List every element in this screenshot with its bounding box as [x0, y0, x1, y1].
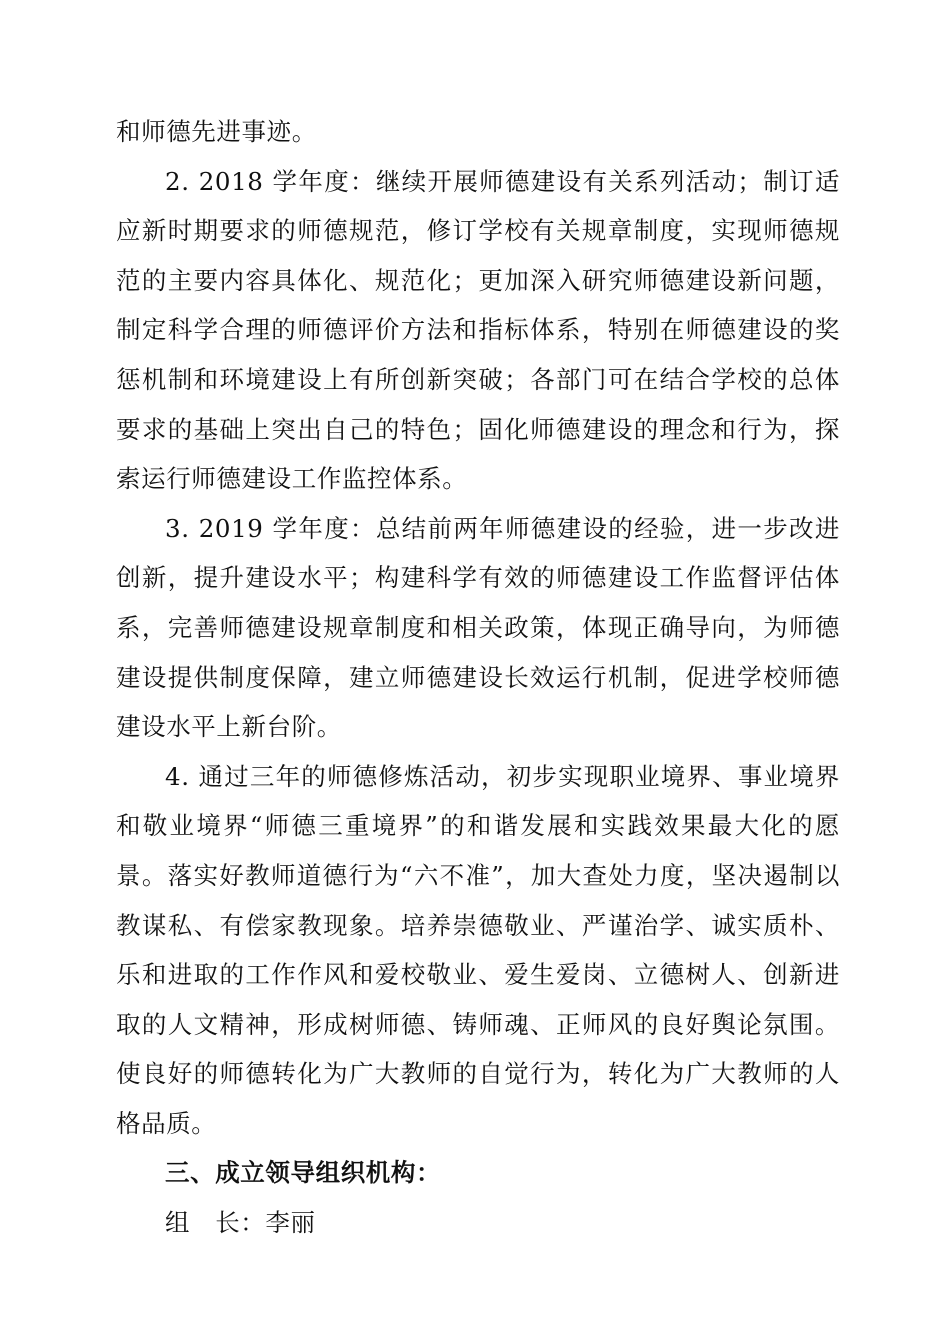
paragraph-2018-plan: 2. 2018 学年度：继续开展师德建设有关系列活动；制订适应新时期要求的师德规范，修订学校有关规章制度，实现师德规范的主要内容具体化、规范化；更加深入研究师德建设新问题，制定科学合理的师德评价方法和指标体系，特别在师德建设的奖惩机制和环境建设上有所创新突破；各部门可在结合学校的总体要求的基础上突出自己的特色；固化师德建设的理念和行为，探索运行师德建设工作监控体系。 — [116, 166, 840, 494]
paragraph-2019-plan: 3. 2019 学年度：总结前两年师德建设的经验，进一步改进创新，提升建设水平；构建科学有效的师德建设工作监督评估体系，完善师德建设规章制度和相关政策，体现正确导向，为师德建设提供制度保障，建立师德建设长效运行机制，促进学校师德建设水平上新台阶。 — [116, 513, 840, 742]
document-page — [116, 107, 840, 1248]
group-leader-name: 李丽 — [265, 1208, 316, 1238]
paragraph-continuation: 和师德先进事迹。 — [116, 117, 317, 146]
group-leader-line — [116, 1198, 840, 1248]
group-leader-label: 组 长： — [165, 1208, 266, 1238]
section-heading: 三、成立领导组织机构： — [165, 1158, 442, 1188]
paragraph-three-year-goal: 4. 通过三年的师德修炼活动，初步实现职业境界、事业境界和敬业境界“师德三重境界”的和谐发展和实践效果最大化的愿景。落实好教师道德行为“六不准”，加大查处力度，坚决遏制以教谋私、有偿家教现象。培养崇德敬业、严谨治学、诚实质朴、乐和进取的工作作风和爱校敬业、爱生爱岗、立德树人、创新进取的人文精神，形成树师德、铸师魂、正师风的良好舆论氛围。使良好的师德转化为广大教师的自觉行为，转化为广大教师的人格品质。 — [116, 761, 840, 1138]
